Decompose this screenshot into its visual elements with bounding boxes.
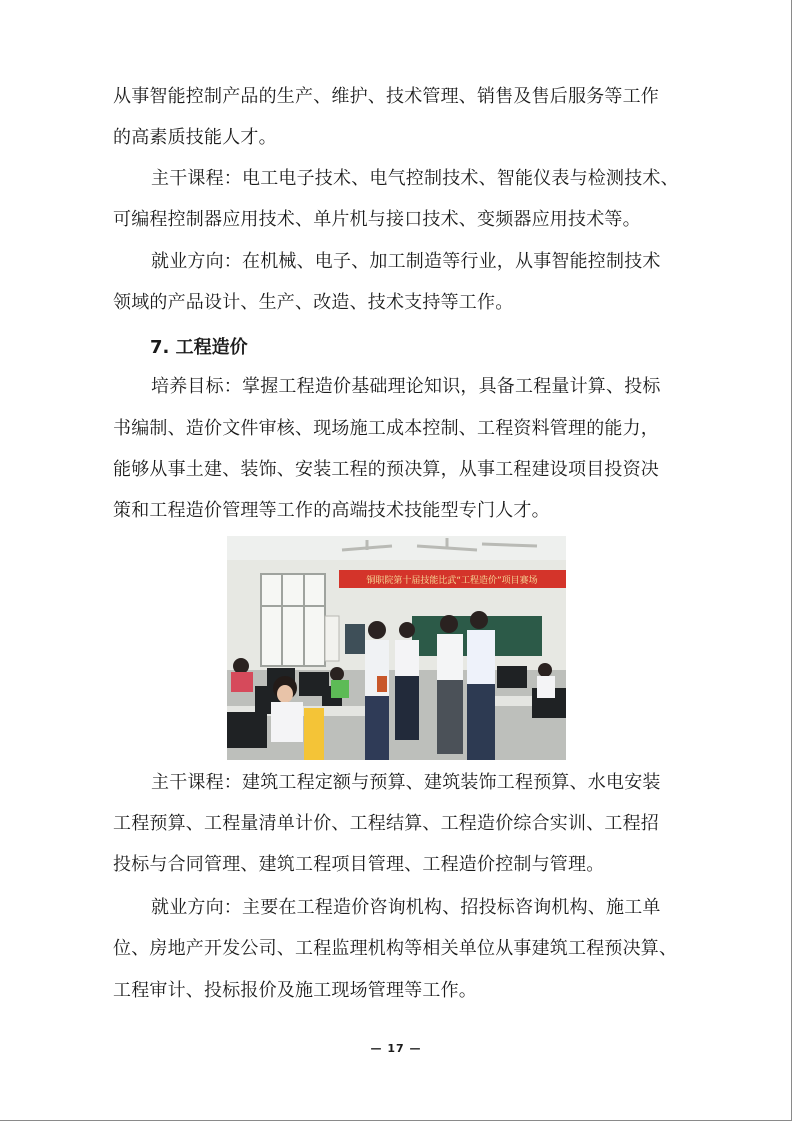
paragraph-line: 培养目标：掌握工程造价基础理论知识，具备工程量计算、投标 <box>151 376 661 397</box>
paragraph-line: 工程审计、投标报价及施工现场管理等工作。 <box>113 980 477 1001</box>
paragraph-line: 投标与合同管理、建筑工程项目管理、工程造价控制与管理。 <box>113 854 605 875</box>
paragraph-line: 从事智能控制产品的生产、维护、技术管理、销售及售后服务等工作 <box>113 86 659 107</box>
banner-text: 铜职院第十届技能比武“工程造价”项目赛场 <box>366 576 538 586</box>
paragraph-line: 的高素质技能人才。 <box>113 127 277 148</box>
page-number: — 17 — <box>370 1042 422 1055</box>
paragraph-line: 位、房地产开发公司、工程监理机构等相关单位从事建筑工程预决算、 <box>113 938 678 959</box>
paragraph-line: 能够从事土建、装饰、安装工程的预决算，从事工程建设项目投资决 <box>113 459 659 480</box>
paragraph-line: 工程预算、工程量清单计价、工程结算、工程造价综合实训、工程招 <box>113 813 659 834</box>
paragraph-line: 就业方向：在机械、电子、加工制造等行业，从事智能控制技术 <box>151 251 661 272</box>
paragraph-line: 就业方向：主要在工程造价咨询机构、招投标咨询机构、施工单 <box>151 897 661 918</box>
paragraph-line: 主干课程：建筑工程定额与预算、建筑装饰工程预算、水电安装 <box>151 772 661 793</box>
section-heading: 7. 工程造价 <box>150 337 248 358</box>
paragraph-line: 主干课程：电工电子技术、电气控制技术、智能仪表与检测技术、 <box>151 168 679 189</box>
window-icon <box>261 574 325 666</box>
paragraph-line: 可编程控制器应用技术、单片机与接口技术、变频器应用技术等。 <box>113 209 641 230</box>
competition-photo <box>227 536 566 760</box>
paragraph-line: 领域的产品设计、生产、改造、技术支持等工作。 <box>113 292 514 313</box>
paragraph-line: 策和工程造价管理等工作的高端技术技能型专门人才。 <box>113 500 550 521</box>
paragraph-line: 书编制、造价文件审核、现场施工成本控制、工程资料管理的能力， <box>113 418 659 439</box>
